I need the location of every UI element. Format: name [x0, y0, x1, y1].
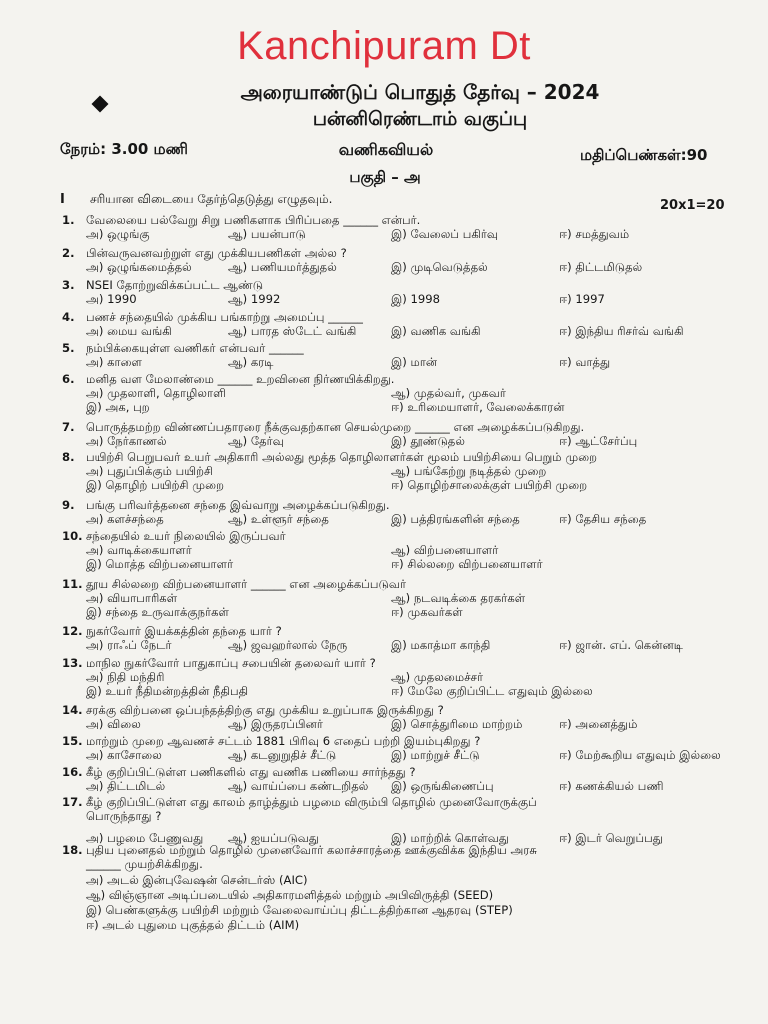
- question-number: 8.: [62, 450, 75, 464]
- option-a: அ) திட்டமிடல்: [86, 779, 166, 793]
- question-number: 12.: [62, 624, 83, 638]
- time-label: நேரம்: 3.00 மணி: [60, 140, 188, 158]
- options: [86, 434, 752, 448]
- option-c: இ) 1998: [391, 292, 440, 306]
- option-c: இ) மான்: [391, 355, 438, 369]
- option-c: இ) சொத்துரிமை மாற்றம்: [391, 717, 523, 731]
- options: [86, 260, 752, 274]
- options: [86, 386, 752, 414]
- option-c: இ) பத்திரங்களின் சந்தை: [391, 512, 520, 526]
- option-a: அ) முதலாளி, தொழிலாளி: [86, 386, 226, 400]
- option-a: அ) புதுப்பிக்கும் பயிற்சி: [86, 464, 214, 478]
- question-3: [62, 278, 752, 306]
- option-d: ஈ) சில்லறை விற்பனையாளர்: [391, 557, 543, 571]
- option-c: இ) மாற்றுச் சீட்டு: [391, 748, 480, 762]
- option-d: ஈ) மேலே குறிப்பிட்ட எதுவும் இல்லை: [391, 684, 593, 698]
- exam-title: அரையாண்டுப் பொதுத் தேர்வு – 2024: [240, 80, 600, 104]
- question-text: மனித வள மேலாண்மை ______ உறவினை நிர்ணயிக்கிறது.: [86, 372, 395, 386]
- options: [86, 227, 752, 241]
- question-text: மாநில நுகர்வோர் பாதுகாப்பு சபையின் தலைவர் யார் ?: [86, 656, 376, 670]
- diamond-icon: [92, 96, 109, 113]
- options: [86, 873, 752, 933]
- question-12: [62, 624, 752, 652]
- question-7: [62, 420, 752, 448]
- question-number: 15.: [62, 734, 83, 748]
- question-number: 5.: [62, 341, 75, 355]
- section-number: I: [60, 192, 65, 207]
- question-6: [62, 372, 752, 414]
- option-d: ஈ) தேசிய சந்தை: [559, 512, 647, 526]
- question-number: 4.: [62, 310, 75, 324]
- option-c: இ) தூண்டுதல்: [391, 434, 465, 448]
- question-number: 2.: [62, 246, 75, 260]
- option-c: இ) முடிவெடுத்தல்: [391, 260, 488, 274]
- question-number: 10.: [62, 529, 83, 543]
- question-number: 11.: [62, 577, 83, 591]
- option-a: அ) வியாபாரிகள்: [86, 591, 178, 605]
- option-c: இ) சந்தை உருவாக்குநர்கள்: [86, 605, 229, 619]
- options: [86, 638, 752, 652]
- subject-label: வணிகவியல்: [338, 140, 434, 159]
- options: [86, 779, 752, 793]
- option-a: அ) களச்சந்தை: [86, 512, 164, 526]
- question-text: கீழ் குறிப்பிட்டுள்ள எது காலம் தாழ்த்தும் பழமை விரும்பி தொழில் முனைவோருக்குப்: [86, 795, 537, 809]
- question-text: கீழ் குறிப்பிட்டுள்ள பணிகளில் எது வணிக பணியை சார்ந்தது ?: [86, 765, 416, 779]
- question-text: தூய சில்லறை விற்பனையாளர் ______ என அழைக்கப்படுவர்: [86, 577, 407, 591]
- question-text: பயிற்சி பெறுபவர் உயர் அதிகாரி அல்லது மூத்த தொழிலாளர்கள் மூலம் பயிற்சியை பெறும் முறை: [86, 450, 598, 464]
- option-a: அ) 1990: [86, 292, 137, 306]
- option-b: ஆ) பாரத ஸ்டேட் வங்கி: [228, 324, 357, 338]
- option-b: ஆ) தேர்வு: [228, 434, 284, 448]
- option-b: ஆ) பங்கேற்று நடித்தல் முறை: [391, 464, 547, 478]
- question-number: 7.: [62, 420, 75, 434]
- option-b: ஆ) பணியமர்த்துதல்: [228, 260, 337, 274]
- question-9: [62, 498, 752, 526]
- option-c: இ) உயர் நீதிமன்றத்தின் நீதிபதி: [86, 684, 249, 698]
- question-number: 17.: [62, 795, 83, 809]
- option-a: அ) ஒழுங்கமைத்தல்: [86, 260, 192, 274]
- option-c: இ) மொத்த விற்பனையாளர்: [86, 557, 234, 571]
- question-text: நம்பிக்கையுள்ள வணிகர் என்பவர் ______: [86, 341, 304, 355]
- option-d: ஈ) அடல் புதுமை புகுத்தல் திட்டம் (AIM): [86, 918, 300, 932]
- options: [86, 748, 752, 762]
- option-b: ஆ) ஐயப்படுவது: [228, 831, 319, 845]
- option-c: இ) அக, புற: [86, 400, 150, 414]
- part-label: பகுதி – அ: [349, 168, 421, 186]
- options: [86, 324, 752, 338]
- options: [86, 670, 752, 698]
- options: [86, 355, 752, 369]
- question-17: [62, 795, 752, 845]
- grade-label: பன்னிரெண்டாம் வகுப்பு: [312, 108, 528, 130]
- option-b: ஆ) 1992: [228, 292, 281, 306]
- option-b: ஆ) விற்பனையாளர்: [391, 543, 499, 557]
- option-c: இ) வணிக வங்கி: [391, 324, 481, 338]
- option-a: அ) நேர்காணல்: [86, 434, 167, 448]
- options: [86, 543, 752, 571]
- question-4: [62, 310, 752, 338]
- option-a: அ) விலை: [86, 717, 141, 731]
- question-number: 9.: [62, 498, 75, 512]
- option-c: இ) தொழிற் பயிற்சி முறை: [86, 478, 225, 492]
- question-18: [62, 843, 752, 933]
- question-text: சந்தையில் உயர் நிலையில் இருப்பவர்: [86, 529, 286, 543]
- question-text-continued: ______ முயற்சிக்கிறது.: [86, 857, 203, 871]
- question-number: 1.: [62, 213, 75, 227]
- option-b: ஆ) கரடி: [228, 355, 274, 369]
- option-a: அ) ஒழுங்கு: [86, 227, 150, 241]
- options: [86, 292, 752, 306]
- option-d: ஈ) இடர் வெறுப்பது: [559, 831, 663, 845]
- section-instruction: சரியான விடையை தேர்ந்தெடுத்து எழுதவும்.: [90, 192, 333, 206]
- option-b: ஆ) முதல்வர், முகவர்: [391, 386, 506, 400]
- option-b: ஆ) கடனுறுதிச் சீட்டு: [228, 748, 337, 762]
- question-1: [62, 213, 752, 241]
- question-number: 13.: [62, 656, 83, 670]
- option-a: அ) ராஃப் நேடர்: [86, 638, 172, 652]
- option-b: ஆ) முதலமைச்சர்: [391, 670, 484, 684]
- option-b: ஆ) இருதரப்பினர்: [228, 717, 323, 731]
- option-d: ஈ) இந்திய ரிசர்வ் வங்கி: [559, 324, 684, 338]
- option-d: ஈ) உரிமையாளர், வேலைக்காரன்: [391, 400, 565, 414]
- question-16: [62, 765, 752, 793]
- question-11: [62, 577, 752, 619]
- question-13: [62, 656, 752, 698]
- option-c: இ) மாற்றிக் கொள்வது: [391, 831, 509, 845]
- question-text: சரக்கு விற்பனை ஒப்பந்தத்திற்கு எது முக்கிய உறுப்பாக இருக்கிறது ?: [86, 703, 444, 717]
- question-14: [62, 703, 752, 731]
- options: [86, 512, 752, 526]
- option-d: ஈ) திட்டமிடுதல்: [559, 260, 643, 274]
- option-b: ஆ) வாய்ப்பை கண்டறிதல்: [228, 779, 369, 793]
- option-b: ஆ) பயன்பாடு: [228, 227, 306, 241]
- question-number: 16.: [62, 765, 83, 779]
- question-10: [62, 529, 752, 571]
- brand-watermark: Kanchipuram Dt: [237, 24, 531, 68]
- option-d: ஈ) மேற்கூறிய எதுவும் இல்லை: [559, 748, 721, 762]
- option-d: ஈ) சமத்துவம்: [559, 227, 630, 241]
- option-a: அ) அடல் இன்புவேஷன் சென்டர்ஸ் (AIC): [86, 873, 308, 887]
- option-c: இ) ஒருங்கிணைப்பு: [391, 779, 494, 793]
- option-b: ஆ) நடவடிக்கை தரகர்கள்: [391, 591, 526, 605]
- question-text-continued: பொருந்தாது ?: [86, 809, 162, 823]
- option-d: ஈ) ஜான். எப். கென்னடி: [559, 638, 683, 652]
- option-a: அ) வாடிக்கையாளர்: [86, 543, 192, 557]
- question-text: வேலையை பல்வேறு சிறு பணிகளாக பிரிப்பதை ______ என்பர்.: [86, 213, 421, 227]
- option-d: ஈ) கணக்கியல் பணி: [559, 779, 664, 793]
- marks-label: மதிப்பெண்கள்:90: [580, 146, 708, 164]
- question-text: பங்கு பரிவர்த்தனை சந்தை இவ்வாறு அழைக்கப்படுகிறது.: [86, 498, 390, 512]
- option-d: ஈ) 1997: [559, 292, 605, 306]
- option-a: அ) நிதி மந்திரி: [86, 670, 165, 684]
- option-b: ஆ) உள்ளூர் சந்தை: [228, 512, 329, 526]
- question-text: பொருத்தமற்ற விண்ணப்பதாரரை நீக்குவதற்கான செயல்முறை ______ என அழைக்கப்படுகிறது.: [86, 420, 585, 434]
- option-c: இ) பெண்களுக்கு பயிற்சி மற்றும் வேலைவாய்ப்பு திட்டத்திற்கான ஆதரவு (STEP): [86, 903, 513, 917]
- question-text: பணச் சந்தையில் முக்கிய பங்காற்று அமைப்பு ______: [86, 310, 363, 324]
- option-d: ஈ) ஆட்சேர்ப்பு: [559, 434, 638, 448]
- question-text: நுகர்வோர் இயக்கத்தின் தந்தை யார் ?: [86, 624, 282, 638]
- question-text: பின்வருவனவற்றுள் எது முக்கியபணிகள் அல்ல ?: [86, 246, 347, 260]
- options: [86, 591, 752, 619]
- question-number: 3.: [62, 278, 75, 292]
- question-text: மாற்றும் முறை ஆவணச் சட்டம் 1881 பிரிவு 6 எதைப் பற்றி இயம்புகிறது ?: [86, 734, 481, 748]
- question-text: புதிய புனைதல் மற்றும் தொழில் முனைவோர் கலாச்சாரத்தை ஊக்குவிக்க இந்திய அரசு: [86, 843, 537, 857]
- question-15: [62, 734, 752, 762]
- option-a: அ) காளை: [86, 355, 142, 369]
- question-2: [62, 246, 752, 274]
- question-number: 14.: [62, 703, 83, 717]
- option-b: ஆ) விஞ்ஞான அடிப்படையில் அதிகாரமளித்தல் மற்றும் அபிவிருத்தி (SEED): [86, 888, 494, 902]
- option-a: அ) காசோலை: [86, 748, 162, 762]
- option-c: இ) மகாத்மா காந்தி: [391, 638, 491, 652]
- question-text: NSEI தோற்றுவிக்கப்பட்ட ஆண்டு: [86, 278, 264, 292]
- question-5: [62, 341, 752, 369]
- question-number: 6.: [62, 372, 75, 386]
- options: [86, 717, 752, 731]
- question-8: [62, 450, 752, 492]
- options: [86, 464, 752, 492]
- option-d: ஈ) முகவர்கள்: [391, 605, 463, 619]
- option-d: ஈ) அனைத்தும்: [559, 717, 638, 731]
- option-a: அ) பழமை பேணுவது: [86, 831, 204, 845]
- section-score: 20x1=20: [660, 198, 725, 213]
- option-a: அ) மைய வங்கி: [86, 324, 172, 338]
- option-d: ஈ) வாத்து: [559, 355, 611, 369]
- option-b: ஆ) ஜவஹர்லால் நேரு: [228, 638, 348, 652]
- option-d: ஈ) தொழிற்சாலைக்குள் பயிற்சி முறை: [391, 478, 588, 492]
- question-number: 18.: [62, 843, 83, 857]
- option-c: இ) வேலைப் பகிர்வு: [391, 227, 498, 241]
